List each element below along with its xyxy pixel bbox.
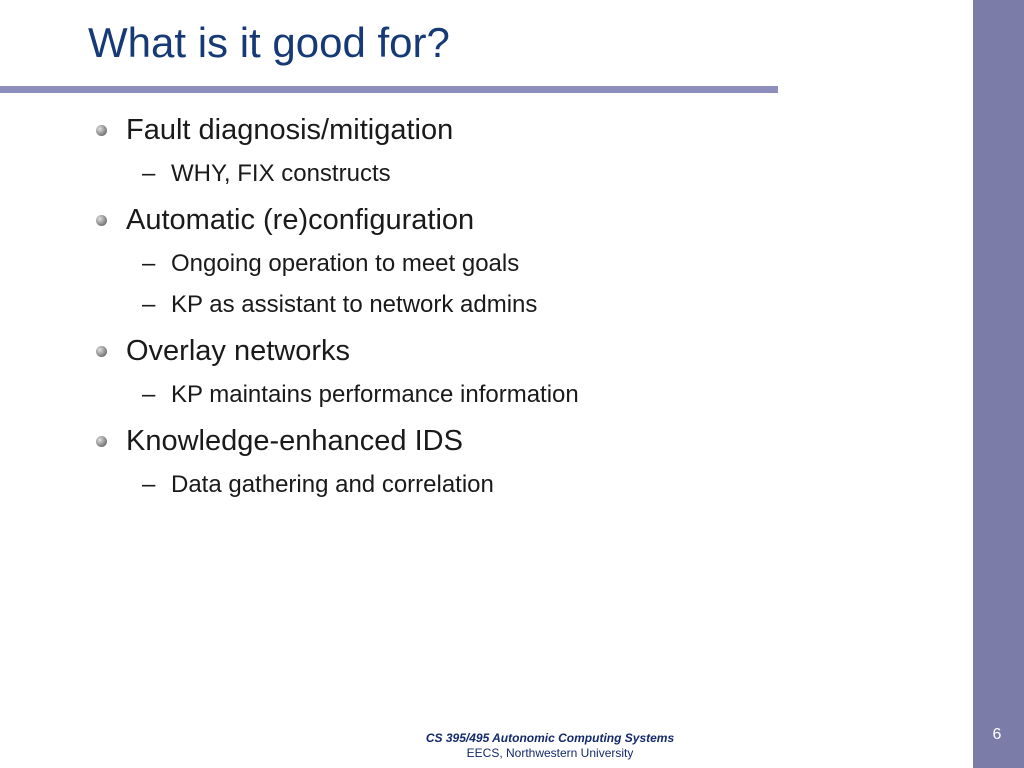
- department-name: EECS, Northwestern University: [466, 746, 634, 760]
- sub-item-text: WHY, FIX constructs: [171, 160, 391, 187]
- bullet-icon: [96, 346, 107, 357]
- bullet-icon: [96, 436, 107, 447]
- slide-footer: [380, 731, 720, 761]
- dash-marker: –: [142, 291, 156, 318]
- bullet-icon: [96, 125, 107, 136]
- list-item: [96, 112, 454, 148]
- course-name: CS 395/495 Autonomic Computing Systems: [425, 731, 675, 745]
- side-bar: [973, 0, 1024, 768]
- sub-list-item: [142, 249, 519, 279]
- bullet-text: Fault diagnosis/mitigation: [126, 114, 454, 146]
- dash-marker: –: [142, 471, 156, 498]
- sub-list-item: [142, 159, 391, 189]
- list-item: [96, 333, 351, 369]
- bullet-text: Knowledge-enhanced IDS: [126, 425, 463, 457]
- list-item: [96, 202, 475, 238]
- sub-item-text: Ongoing operation to meet goals: [171, 250, 520, 277]
- sub-item-text: KP maintains performance information: [171, 381, 579, 408]
- dash-marker: –: [142, 250, 156, 277]
- bullet-icon: [96, 215, 107, 226]
- sub-item-text: Data gathering and correlation: [171, 471, 494, 498]
- dash-marker: –: [142, 381, 156, 408]
- page-number: 6: [992, 726, 1002, 743]
- bullet-text: Automatic (re)configuration: [126, 204, 475, 236]
- sub-list-item: [142, 470, 494, 500]
- list-item: [96, 423, 463, 459]
- title-underline: [0, 86, 778, 93]
- sub-item-text: KP as assistant to network admins: [171, 291, 538, 318]
- slide-title: What is it good for?: [88, 19, 450, 66]
- sub-list-item: [142, 380, 579, 410]
- sub-list-item: [142, 290, 537, 320]
- bullet-text: Overlay networks: [126, 335, 351, 367]
- dash-marker: –: [142, 160, 156, 187]
